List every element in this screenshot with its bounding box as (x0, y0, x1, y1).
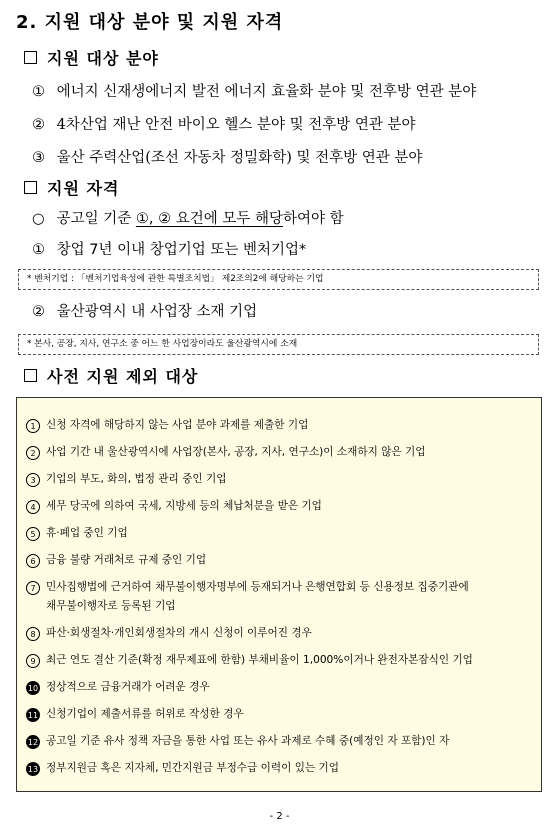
exclusion-item: 4 세무 당국에 의하여 국세, 지방세 등의 체납처분을 받은 기업 (26, 498, 322, 514)
location-footnote: * 본사, 공장, 지사, 연구소 중 어느 한 사업장이라도 울산광역시에 소재 (18, 334, 539, 355)
field-item-1: ① 에너지 신재생에너지 발전 에너지 효율화 분야 및 전후방 연관 분야 (32, 84, 477, 100)
exclusion-item: 1 신청 자격에 해당하지 않는 사업 분야 과제를 제출한 기업 (26, 417, 308, 433)
checkbox-square-icon (24, 51, 37, 64)
exclusion-item: 5 휴·폐업 중인 기업 (26, 525, 128, 541)
exclusion-item: 12 공고일 기준 유사 정책 자금을 통한 사업 또는 유사 과제로 수혜 중(예정인 자 포함)인 자 (27, 735, 450, 747)
exclusion-item: 7 민사집행법에 근거하여 채무불이행자명부에 등재되거나 은행연합회 등 신용정보 집중기관에 (26, 579, 469, 595)
exclusion-item: 9 최근 연도 결산 기준(확정 재무제표에 한함) 부채비율이 1,000%이거나 완전자본잠식인 기업 (26, 652, 473, 668)
exclusion-item-continuation: 채무불이행자로 등록된 기업 (46, 600, 176, 612)
requirement-1: ① 창업 7년 이내 창업기업 또는 벤처기업* (32, 242, 307, 258)
exclusion-item: 10 정상적으로 금융거래가 어려운 경우 (27, 681, 210, 693)
field-item-3: ③ 울산 주력산업(조선 자동차 정밀화학) 및 전후방 연관 분야 (32, 150, 423, 166)
qualification-intro: ○ 공고일 기준 ①, ② 요건에 모두 해당하여야 함 (32, 211, 344, 227)
venture-footnote: * 벤처기업 : 「벤처기업육성에 관한 특별조치법」 제2조의2에 해당하는 기업 (18, 269, 539, 290)
exclusion-item: 8 파산·회생절차·개인회생절차의 개시 신청이 이루어진 경우 (26, 625, 312, 641)
checkbox-square-icon (24, 181, 37, 194)
exclusion-item: 11 신청기업이 제출서류를 허위로 작성한 경우 (27, 708, 244, 720)
field-section-title: 지원 대상 분야 (24, 46, 159, 69)
section-heading: 2. 지원 대상 분야 및 지원 자격 (16, 12, 284, 33)
exclusion-item: 13 정부지원금 혹은 지자체, 민간지원금 부정수급 이력이 있는 기업 (27, 762, 340, 774)
requirement-2: ② 울산광역시 내 사업장 소재 기업 (32, 304, 258, 320)
qualification-section-title: 지원 자격 (24, 176, 119, 199)
exclusion-section-title: 사전 지원 제외 대상 (24, 364, 198, 387)
exclusion-item: 3 기업의 부도, 화의, 법정 관리 중인 기업 (26, 471, 226, 487)
exclusion-item: 6 금융 불량 거래처로 규제 중인 기업 (26, 552, 206, 568)
field-item-2: ② 4차산업 재난 안전 바이오 헬스 분야 및 전후방 연관 분야 (32, 117, 416, 133)
exclusion-item: 2 사업 기간 내 울산광역시에 사업장(본사, 공장, 지사, 연구소)이 소재하지 않은 기업 (26, 444, 426, 460)
checkbox-square-icon (24, 369, 37, 382)
page-number: - 2 - (269, 811, 290, 822)
